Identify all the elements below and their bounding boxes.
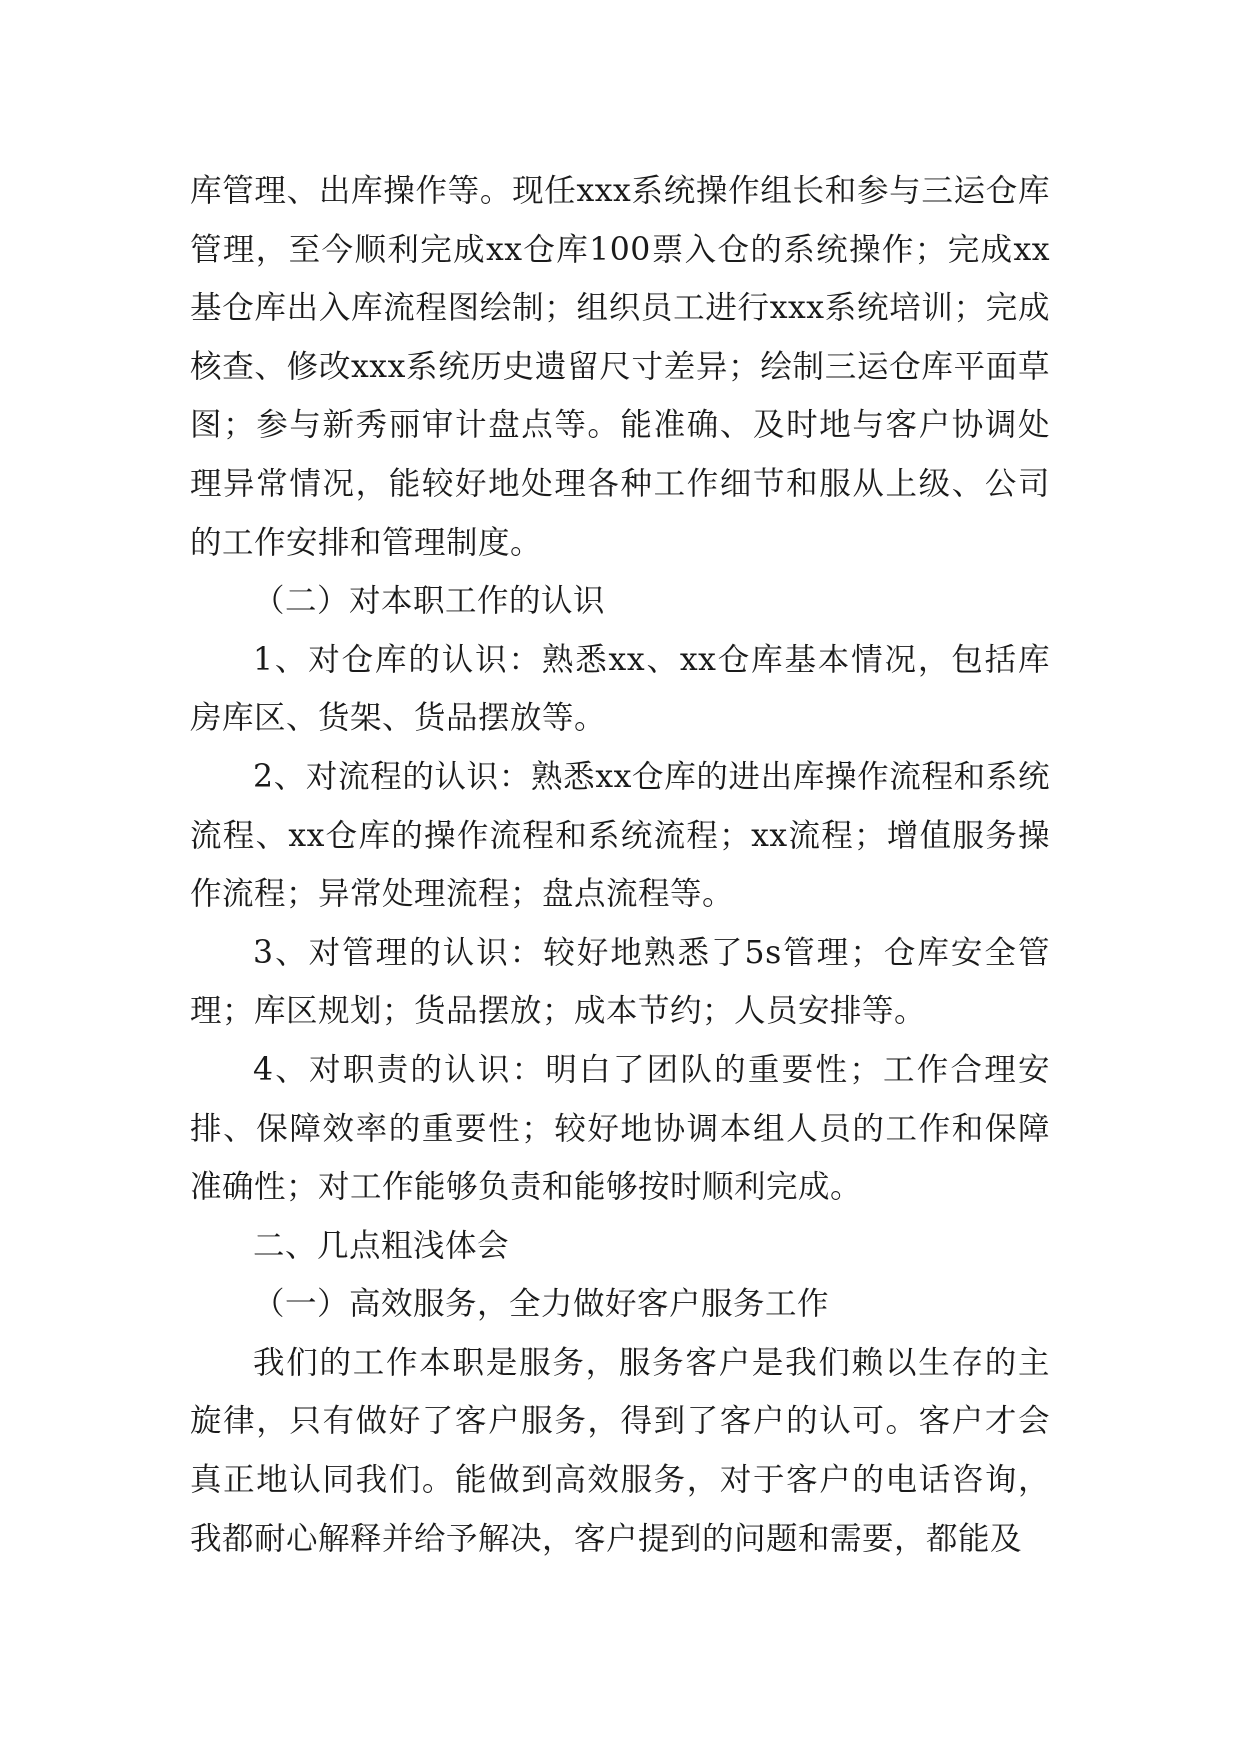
- subheading-service: （一）高效服务，全力做好客户服务工作: [253, 1286, 830, 1323]
- item-duty: 4、对职责的认识：明白了团队的重要性；工作合理安排、保障效率的重要性；较好地协调本组人员的工作和保障准确性；对工作能够负责和能够按时顺利完成。: [190, 1051, 1050, 1206]
- item-process: 2、对流程的认识：熟悉xx仓库的进出库操作流程和系统流程、xx仓库的操作流程和系统流程；xx流程；增值服务操作流程；异常处理流程；盘点流程等。: [190, 758, 1050, 913]
- document-body: [190, 162, 1050, 1568]
- paragraph-service: 我们的工作本职是服务，服务客户是我们赖以生存的主旋律，只有做好了客户服务，得到了客户的认可。客户才会真正地认同我们。能做到高效服务，对于客户的电话咨询，我都耐心解释并给予解决，客户提到的问题和需要，都能及: [190, 1344, 1050, 1557]
- section-heading-experience: 二、几点粗浅体会: [253, 1227, 510, 1264]
- paragraph-continuation: 库管理、出库操作等。现任xxx系统操作组长和参与三运仓库管理，至今顺利完成xx仓库100票入仓的系统操作；完成xx基仓库出入库流程图绘制；组织员工进行xxx系统培训；完成核查、修改xxx系统历史遗留尺寸差异；绘制三运仓库平面草图；参与新秀丽审计盘点等。能准确、及时地与客户协调处理异常情况，能较好地处理各种工作细节和服从上级、公司的工作安排和管理制度。: [190, 173, 1050, 561]
- subheading-understanding: （二）对本职工作的认识: [253, 583, 606, 620]
- item-management: 3、对管理的认识：较好地熟悉了5s管理；仓库安全管理；库区规划；货品摆放；成本节约；人员安排等。: [190, 934, 1050, 1030]
- item-warehouse: 1、对仓库的认识：熟悉xx、xx仓库基本情况，包括库房库区、货架、货品摆放等。: [190, 641, 1050, 737]
